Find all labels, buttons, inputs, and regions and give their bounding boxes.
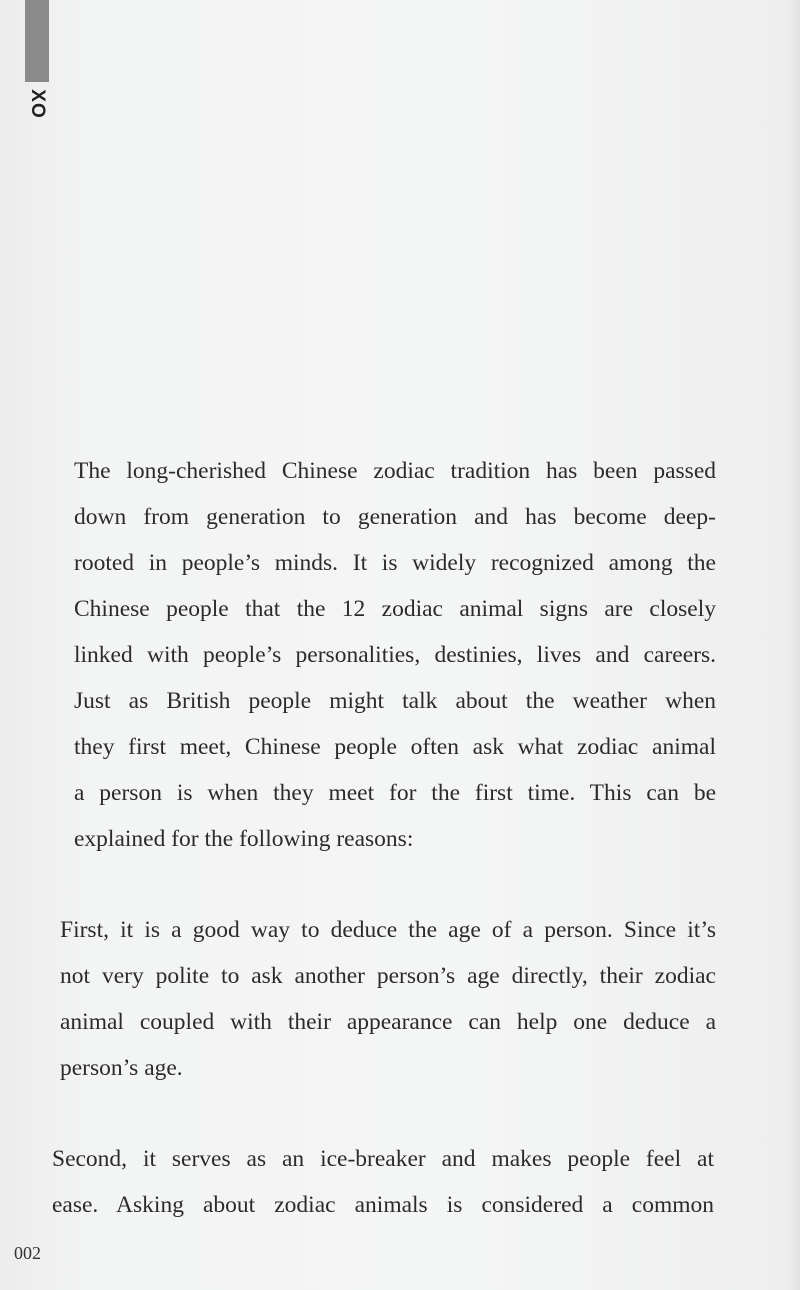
section-tab-label: XO [27,89,48,119]
text-line: First, it is a good way to deduce the age of a person. Since it’s [60,917,716,943]
page-edge-shadow [786,0,800,1290]
text-line: ease. Asking about zodiac animals is considered a common [52,1192,714,1218]
text-line: not very polite to ask another person’s age directly, their zodiac [60,963,716,989]
text-line: linked with people’s personalities, destinies, lives and careers. [74,642,716,668]
text-line: Just as British people might talk about the weather when [74,688,716,714]
paragraph-gap [52,862,724,907]
paragraph-1 [52,448,724,862]
text-line: Chinese people that the 12 zodiac animal signs are closely [74,596,716,622]
text-line: The long-cherished Chinese zodiac tradition has been passed [74,458,716,484]
paragraph-gap [52,1091,724,1136]
body-text [52,448,724,1228]
text-line: Second, it serves as an ice-breaker and makes people feel at [52,1146,714,1172]
paragraph-2 [52,907,724,1091]
section-tab-marker [25,0,49,82]
paragraph-3 [52,1136,724,1228]
page-number: 002 [14,1243,41,1263]
text-line: down from generation to generation and has become deep- [74,504,716,530]
text-line: rooted in people’s minds. It is widely recognized among the [74,550,716,576]
text-line: they first meet, Chinese people often ask what zodiac animal [74,734,716,760]
text-line: person’s age. [60,1055,183,1081]
text-line: animal coupled with their appearance can help one deduce a [60,1009,716,1035]
text-line: explained for the following reasons: [74,826,414,852]
text-line: a person is when they meet for the first time. This can be [74,780,716,806]
